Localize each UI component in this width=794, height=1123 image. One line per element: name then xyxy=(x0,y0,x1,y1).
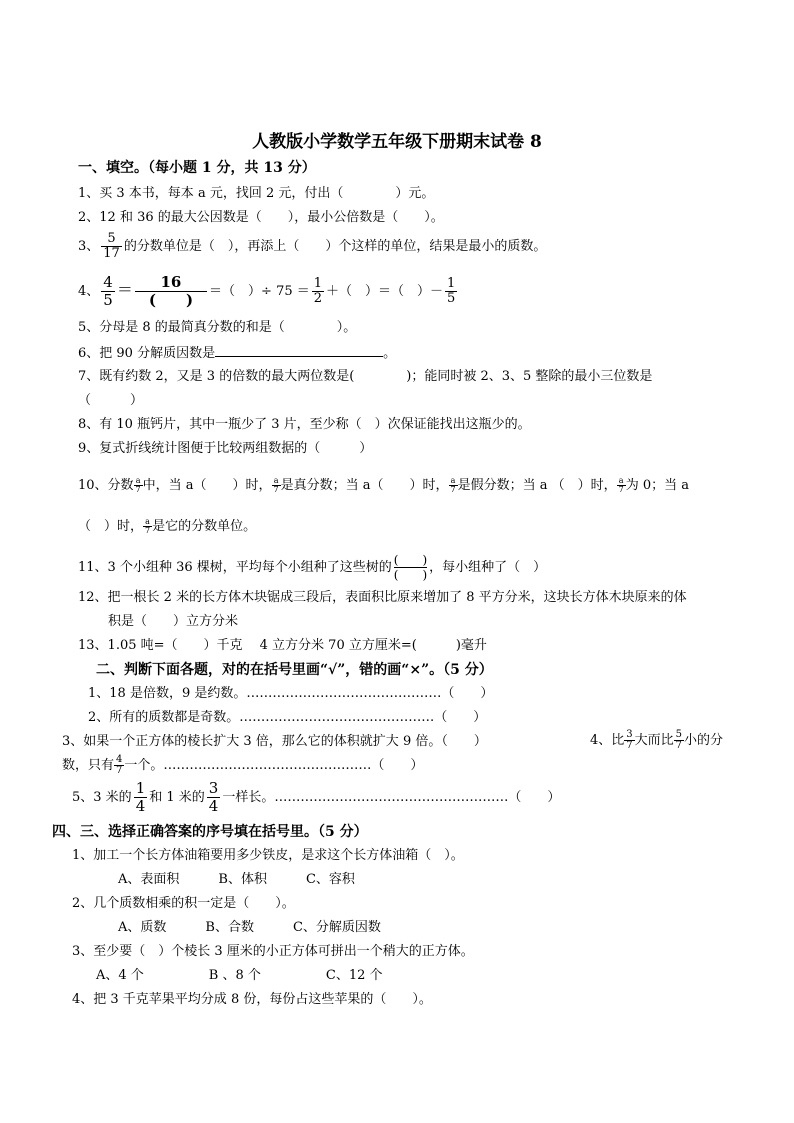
q11-denominator: ( ) xyxy=(393,568,428,582)
q4-fraction-2 xyxy=(135,274,207,309)
choice-1: 1、加工一个长方体油箱要用多少铁皮，是求这个长方体油箱（ ）。 xyxy=(72,848,464,863)
j4-fraction-3 xyxy=(114,755,124,776)
q6-text: 6、把 90 分解质因数是 xyxy=(78,346,216,361)
j5-text-3: 一样长。………………………………………………（ ） xyxy=(222,790,561,805)
q10-text-5: 为 0；当 a xyxy=(625,478,690,493)
choice-3-options: A、4 个 B 、8 个 C、12 个 xyxy=(96,968,383,983)
q10-text-3: 是真分数；当 a（ ）时， xyxy=(280,478,449,493)
q10-fraction-5 xyxy=(143,518,152,535)
judge-1: 1、18 是倍数，9 是约数。………………………………………（ ） xyxy=(88,686,494,701)
j5-text-1: 5、3 米的 xyxy=(72,790,132,805)
q3-prefix: 3、 xyxy=(78,239,100,254)
j4-text-1: 4、比 xyxy=(590,733,625,748)
q10-f1-num: a xyxy=(135,476,141,485)
j4-fraction-2 xyxy=(674,730,684,751)
j4-f1-num: 3 xyxy=(626,729,633,740)
q10-f1-den: 7 xyxy=(135,485,141,494)
choice-2-options: A、质数 B、合数 C、分解质因数 xyxy=(118,920,381,935)
choice-1-options: A、表面积 B、体积 C、容积 xyxy=(118,872,355,887)
q4-equals: ＝ xyxy=(116,280,133,299)
j4-f3-num: 4 xyxy=(116,754,123,765)
q4-f3-denominator: 2 xyxy=(313,291,323,306)
q10-fraction-4 xyxy=(617,477,626,494)
question-12: 12、把一根长 2 米的长方体木块锯成三段后，表面积比原来增加了 8 平方分米，这块长方体木块原来的体 xyxy=(78,590,687,605)
q3-fraction xyxy=(101,232,122,261)
q10-f3-den: 7 xyxy=(450,485,456,494)
q3-numerator: 5 xyxy=(107,231,116,246)
judge-2: 2、所有的质数都是奇数。………………………………………（ ） xyxy=(88,710,487,725)
j4-fraction-1 xyxy=(624,730,634,751)
q4-f4-numerator: 1 xyxy=(447,276,456,291)
q4-mid-text-2: ＋（ ）＝（ ）－ xyxy=(326,284,444,299)
q11-text: 11、3 个小组种 36 棵树，平均每个小组种了这些树的 xyxy=(78,560,392,575)
question-7-cont: （ ） xyxy=(78,393,144,408)
question-5: 5、分母是 8 的最简真分数的和是（ ）。 xyxy=(78,320,357,335)
choice-4: 4、把 3 千克苹果平均分成 8 份，每份占这些苹果的（ ）。 xyxy=(72,992,432,1007)
j5-fraction-2 xyxy=(207,780,221,815)
q10-f4-num: a xyxy=(618,476,624,485)
j5-f2-num: 3 xyxy=(208,779,219,797)
q10-text-6: （ ）时， xyxy=(78,519,144,534)
question-3 xyxy=(78,230,546,264)
question-2: 2、12 和 36 的最大公因数是（ ），最小公倍数是（ ）。 xyxy=(78,210,444,225)
j4-f2-num: 5 xyxy=(675,729,683,740)
j4-text-4: 数，只有 xyxy=(62,758,115,773)
question-10-cont xyxy=(78,513,256,541)
page-title: 人教版小学数学五年级下册期末试卷 8 xyxy=(252,132,542,152)
choice-2: 2、几个质数相乘的积一定是（ ）。 xyxy=(72,896,295,911)
q10-text-4: 是假分数；当 a （ ）时， xyxy=(457,478,617,493)
q4-f1-numerator: 4 xyxy=(103,273,113,291)
j4-text-5: 一个。…………………………………………（ ） xyxy=(124,758,424,773)
j5-fraction-1 xyxy=(134,780,148,815)
q4-prefix: 4、 xyxy=(78,284,100,299)
question-10 xyxy=(78,472,689,500)
section-fill-blank-heading: 一、填空。（每小题 1 分，共 13 分） xyxy=(78,160,316,176)
q10-f2-num: a xyxy=(273,476,279,485)
q10-fraction-3 xyxy=(449,477,458,494)
q4-fraction-4 xyxy=(445,277,457,306)
j5-f2-den: 4 xyxy=(208,797,219,815)
question-6 xyxy=(78,344,396,362)
j4-text-3: 小的分 xyxy=(684,733,724,748)
q4-f2-numerator: 16 xyxy=(160,273,182,291)
j5-f1-den: 4 xyxy=(135,797,146,815)
q10-f3-num: a xyxy=(450,476,456,485)
section-choice-heading: 四、三、选择正确答案的序号填在括号里。（5 分） xyxy=(52,824,368,840)
j5-text-2: 和 1 米的 xyxy=(149,790,205,805)
q6-period: 。 xyxy=(383,346,397,361)
j4-text-2: 大而比 xyxy=(634,733,674,748)
q10-text-1: 10、分数 xyxy=(78,478,134,493)
q4-mid-text: ＝（ ）÷ 75 ＝ xyxy=(209,284,310,299)
q10-text-7: 是它的分数单位。 xyxy=(152,519,257,534)
q4-f1-denominator: 5 xyxy=(103,291,113,309)
q10-f5-den: 7 xyxy=(145,526,151,535)
q11-text-2: ，每小组种了（ ） xyxy=(429,560,547,575)
j4-f2-den: 7 xyxy=(675,740,683,751)
question-13: 13、1.05 吨=（ ）千克 4 立方分米 70 立方厘米=( )毫升 xyxy=(78,638,487,653)
question-8: 8、有 10 瓶钙片，其中一瓶少了 3 片，至少称（ ）次保证能找出这瓶少的。 xyxy=(78,417,531,432)
question-12-cont: 积是（ ）立方分米 xyxy=(108,614,239,629)
question-1: 1、买 3 本书，每本 a 元，找回 2 元，付出（ ）元。 xyxy=(78,186,435,201)
section-judge-heading: 二、判断下面各题，对的在括号里画“√”，错的画“×”。（5 分） xyxy=(96,662,493,678)
q4-fraction-1 xyxy=(101,274,115,309)
q11-fraction xyxy=(394,553,427,582)
judge-4 xyxy=(590,726,723,756)
q10-text-2: 中，当 a（ ）时， xyxy=(142,478,272,493)
q3-denominator: 17 xyxy=(103,246,120,261)
judge-3: 3、如果一个正方体的棱长扩大 3 倍，那么它的体积就扩大 9 倍。（ ） xyxy=(62,734,487,749)
question-11 xyxy=(78,551,546,585)
judge-5 xyxy=(72,780,560,815)
j4-f1-den: 7 xyxy=(626,740,633,751)
q4-f4-denominator: 5 xyxy=(447,291,456,306)
j5-f1-num: 1 xyxy=(135,779,146,797)
q10-f5-num: a xyxy=(145,517,150,526)
q4-f3-numerator: 1 xyxy=(313,276,323,291)
q10-f4-den: 7 xyxy=(618,485,624,494)
q10-f2-den: 7 xyxy=(273,485,279,494)
q10-fraction-2 xyxy=(272,477,281,494)
question-9: 9、复式折线统计图便于比较两组数据的（ ） xyxy=(78,441,373,456)
j4-f3-den: 7 xyxy=(116,765,123,776)
q6-answer-line xyxy=(215,344,383,357)
q4-f2-denominator: ( ) xyxy=(135,291,207,309)
judge-4-cont xyxy=(62,752,423,780)
question-4 xyxy=(78,270,459,312)
question-7: 7、既有约数 2，又是 3 的倍数的最大两位数是( )；能同时被 2、3、5 整除的最小三位数是 xyxy=(78,369,653,384)
q3-text: 的分数单位是（ ），再添上（ ）个这样的单位，结果是最小的质数。 xyxy=(123,239,547,254)
q11-numerator: ( ) xyxy=(393,553,428,567)
q4-fraction-3 xyxy=(312,277,324,306)
choice-3: 3、至少要（ ）个棱长 3 厘米的小正方体可拼出一个稍大的正方体。 xyxy=(72,944,474,959)
q10-fraction-1 xyxy=(134,477,143,494)
